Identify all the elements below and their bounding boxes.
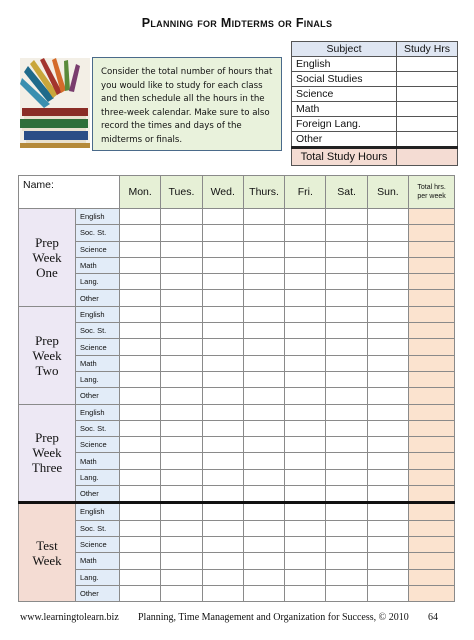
weekly-total-cell[interactable] xyxy=(409,520,455,536)
weekly-total-cell[interactable] xyxy=(409,257,455,273)
row-subject-label: Lang. xyxy=(76,274,120,290)
schedule-cell[interactable] xyxy=(243,339,284,355)
week-label-line1: Prep xyxy=(35,430,59,446)
schedule-cell[interactable] xyxy=(202,274,243,290)
week-label-line2: Week xyxy=(32,249,62,265)
row-subject-label: Science xyxy=(76,339,120,355)
row-subject-label: Math xyxy=(76,355,120,371)
study-hours-field[interactable] xyxy=(397,72,458,87)
schedule-cell[interactable] xyxy=(120,306,161,322)
weekly-total-cell[interactable] xyxy=(409,225,455,241)
schedule-cell[interactable] xyxy=(326,469,367,485)
weekly-total-cell[interactable] xyxy=(409,536,455,552)
weekly-total-cell[interactable] xyxy=(409,355,455,371)
week-label-line2: Week xyxy=(32,445,62,461)
schedule-cell[interactable] xyxy=(120,323,161,339)
schedule-cell[interactable] xyxy=(120,486,161,503)
schedule-cell[interactable] xyxy=(161,520,202,536)
schedule-cell[interactable] xyxy=(120,371,161,387)
schedule-row xyxy=(19,453,455,469)
row-subject-label: Math xyxy=(76,453,120,469)
row-subject-label: Math xyxy=(76,553,120,569)
schedule-cell[interactable] xyxy=(202,437,243,453)
schedule-cell[interactable] xyxy=(326,503,367,520)
schedule-cell[interactable] xyxy=(161,290,202,306)
schedule-cell[interactable] xyxy=(202,453,243,469)
row-subject-label: English xyxy=(76,306,120,322)
weekly-total-cell[interactable] xyxy=(409,569,455,585)
weekly-total-cell[interactable] xyxy=(409,371,455,387)
schedule-cell[interactable] xyxy=(285,371,326,387)
schedule-cell[interactable] xyxy=(326,306,367,322)
schedule-cell[interactable] xyxy=(285,520,326,536)
subject-name: Science xyxy=(292,87,397,102)
weekly-total-cell[interactable] xyxy=(409,486,455,503)
schedule-cell[interactable] xyxy=(120,437,161,453)
schedule-cell[interactable] xyxy=(120,469,161,485)
row-subject-label: Lang. xyxy=(76,569,120,585)
schedule-cell[interactable] xyxy=(161,371,202,387)
schedule-cell[interactable] xyxy=(326,569,367,585)
schedule-row xyxy=(19,585,455,601)
schedule-cell[interactable] xyxy=(367,388,408,404)
schedule-row xyxy=(19,339,455,355)
schedule-cell[interactable] xyxy=(243,520,284,536)
schedule-cell[interactable] xyxy=(367,536,408,552)
day-header: Sun. xyxy=(367,176,408,209)
schedule-row xyxy=(19,437,455,453)
footer-url[interactable]: www.learningtolearn.biz xyxy=(20,612,119,623)
weekly-total-cell[interactable] xyxy=(409,404,455,420)
schedule-cell[interactable] xyxy=(367,453,408,469)
schedule-cell[interactable] xyxy=(367,209,408,225)
schedule-cell[interactable] xyxy=(161,553,202,569)
schedule-cell[interactable] xyxy=(285,388,326,404)
weekly-schedule-grid xyxy=(18,175,455,602)
row-subject-label: Science xyxy=(76,437,120,453)
total-hours-header xyxy=(409,176,455,209)
schedule-cell[interactable] xyxy=(326,257,367,273)
schedule-cell[interactable] xyxy=(285,323,326,339)
schedule-cell[interactable] xyxy=(285,355,326,371)
schedule-cell[interactable] xyxy=(285,420,326,436)
schedule-cell[interactable] xyxy=(326,420,367,436)
schedule-cell[interactable] xyxy=(326,241,367,257)
schedule-cell[interactable] xyxy=(120,257,161,273)
schedule-cell[interactable] xyxy=(161,469,202,485)
schedule-cell[interactable] xyxy=(161,274,202,290)
schedule-cell[interactable] xyxy=(161,388,202,404)
schedule-cell[interactable] xyxy=(202,388,243,404)
schedule-cell[interactable] xyxy=(285,469,326,485)
schedule-row xyxy=(19,388,455,404)
subject-name: Other xyxy=(292,132,397,148)
schedule-cell[interactable] xyxy=(285,486,326,503)
subject-name: Social Studies xyxy=(292,72,397,87)
schedule-cell[interactable] xyxy=(326,274,367,290)
row-subject-label: Soc. St. xyxy=(76,520,120,536)
schedule-cell[interactable] xyxy=(326,585,367,601)
schedule-cell[interactable] xyxy=(120,274,161,290)
weekly-total-cell[interactable] xyxy=(409,241,455,257)
schedule-cell[interactable] xyxy=(243,274,284,290)
schedule-cell[interactable] xyxy=(120,520,161,536)
schedule-cell[interactable] xyxy=(243,323,284,339)
schedule-cell[interactable] xyxy=(367,371,408,387)
schedule-cell[interactable] xyxy=(120,536,161,552)
schedule-cell[interactable] xyxy=(326,453,367,469)
schedule-row xyxy=(19,420,455,436)
weekly-total-cell[interactable] xyxy=(409,585,455,601)
schedule-cell[interactable] xyxy=(120,503,161,520)
schedule-cell[interactable] xyxy=(243,420,284,436)
schedule-cell[interactable] xyxy=(326,209,367,225)
page-number: 64 xyxy=(428,612,438,623)
schedule-row xyxy=(19,355,455,371)
weekly-total-cell[interactable] xyxy=(409,209,455,225)
schedule-cell[interactable] xyxy=(161,585,202,601)
schedule-cell[interactable] xyxy=(243,404,284,420)
page-footer xyxy=(20,612,460,623)
schedule-row xyxy=(19,274,455,290)
schedule-cell[interactable] xyxy=(243,290,284,306)
schedule-cell[interactable] xyxy=(120,569,161,585)
row-subject-label: Lang. xyxy=(76,371,120,387)
stack-of-books-icon xyxy=(20,58,90,148)
schedule-row xyxy=(19,306,455,322)
schedule-cell[interactable] xyxy=(202,520,243,536)
day-header: Thurs. xyxy=(243,176,284,209)
schedule-cell[interactable] xyxy=(161,225,202,241)
weekly-total-cell[interactable] xyxy=(409,323,455,339)
schedule-cell[interactable] xyxy=(161,209,202,225)
schedule-cell[interactable] xyxy=(243,486,284,503)
schedule-cell[interactable] xyxy=(326,486,367,503)
schedule-cell[interactable] xyxy=(367,306,408,322)
schedule-cell[interactable] xyxy=(326,553,367,569)
week-label xyxy=(19,209,76,307)
schedule-cell[interactable] xyxy=(243,569,284,585)
schedule-cell[interactable] xyxy=(367,585,408,601)
row-subject-label: Soc. St. xyxy=(76,323,120,339)
schedule-cell[interactable] xyxy=(367,274,408,290)
schedule-cell[interactable] xyxy=(120,241,161,257)
schedule-cell[interactable] xyxy=(202,241,243,257)
row-subject-label: English xyxy=(76,209,120,225)
schedule-cell[interactable] xyxy=(202,306,243,322)
schedule-cell[interactable] xyxy=(161,339,202,355)
weekly-total-cell[interactable] xyxy=(409,388,455,404)
schedule-cell[interactable] xyxy=(202,585,243,601)
schedule-cell[interactable] xyxy=(202,355,243,371)
schedule-cell[interactable] xyxy=(161,420,202,436)
week-label-line1: Prep xyxy=(35,234,59,250)
schedule-cell[interactable] xyxy=(243,553,284,569)
schedule-cell[interactable] xyxy=(243,469,284,485)
schedule-cell[interactable] xyxy=(120,553,161,569)
schedule-cell[interactable] xyxy=(285,225,326,241)
schedule-row xyxy=(19,536,455,552)
study-hours-field[interactable] xyxy=(397,102,458,117)
schedule-cell[interactable] xyxy=(285,274,326,290)
schedule-cell[interactable] xyxy=(285,257,326,273)
schedule-cell[interactable] xyxy=(202,553,243,569)
total-study-hours-field[interactable] xyxy=(397,148,458,166)
schedule-cell[interactable] xyxy=(161,257,202,273)
schedule-row xyxy=(19,486,455,503)
weekly-total-cell[interactable] xyxy=(409,306,455,322)
schedule-cell[interactable] xyxy=(367,355,408,371)
study-hours-field[interactable] xyxy=(397,117,458,132)
schedule-cell[interactable] xyxy=(243,371,284,387)
schedule-cell[interactable] xyxy=(243,355,284,371)
row-subject-label: Lang. xyxy=(76,469,120,485)
schedule-row xyxy=(19,257,455,273)
schedule-cell[interactable] xyxy=(285,453,326,469)
schedule-cell[interactable] xyxy=(120,404,161,420)
week-label xyxy=(19,404,76,503)
day-header: Sat. xyxy=(326,176,367,209)
schedule-cell[interactable] xyxy=(202,503,243,520)
week-label-line3: Three xyxy=(31,460,63,476)
row-subject-label: Soc. St. xyxy=(76,420,120,436)
schedule-cell[interactable] xyxy=(202,420,243,436)
schedule-cell[interactable] xyxy=(202,257,243,273)
row-subject-label: Other xyxy=(76,290,120,306)
instructions-text: Consider the total number of hours that you would like to study for each class and then schedule all the hours in the three-week calendar. Make sure to also record the times and days of the midterms or finals. xyxy=(101,67,273,145)
row-subject-label: Other xyxy=(76,388,120,404)
schedule-cell[interactable] xyxy=(367,257,408,273)
schedule-cell[interactable] xyxy=(326,520,367,536)
weekly-total-cell[interactable] xyxy=(409,469,455,485)
schedule-row xyxy=(19,323,455,339)
schedule-cell[interactable] xyxy=(285,569,326,585)
week-label-line3: One xyxy=(36,264,58,280)
subject-hours-table xyxy=(291,41,458,166)
schedule-cell[interactable] xyxy=(161,404,202,420)
schedule-cell[interactable] xyxy=(161,503,202,520)
schedule-cell[interactable] xyxy=(161,241,202,257)
schedule-cell[interactable] xyxy=(326,437,367,453)
schedule-cell[interactable] xyxy=(161,437,202,453)
schedule-row xyxy=(19,404,455,420)
study-hours-field[interactable] xyxy=(397,132,458,148)
schedule-cell[interactable] xyxy=(326,225,367,241)
schedule-cell[interactable] xyxy=(161,569,202,585)
schedule-cell[interactable] xyxy=(285,209,326,225)
total-hours-header-line1: Total hrs. xyxy=(417,184,446,191)
day-header: Fri. xyxy=(285,176,326,209)
schedule-cell[interactable] xyxy=(326,339,367,355)
schedule-cell[interactable] xyxy=(120,209,161,225)
schedule-row xyxy=(19,290,455,306)
row-subject-label: Other xyxy=(76,585,120,601)
schedule-cell[interactable] xyxy=(285,437,326,453)
weekly-total-cell[interactable] xyxy=(409,503,455,520)
schedule-cell[interactable] xyxy=(120,453,161,469)
schedule-cell[interactable] xyxy=(202,323,243,339)
schedule-cell[interactable] xyxy=(120,290,161,306)
schedule-cell[interactable] xyxy=(285,585,326,601)
schedule-cell[interactable] xyxy=(120,585,161,601)
week-label-line1: Prep xyxy=(35,332,59,348)
schedule-row xyxy=(19,469,455,485)
schedule-cell[interactable] xyxy=(367,323,408,339)
schedule-cell[interactable] xyxy=(243,209,284,225)
schedule-row xyxy=(19,371,455,387)
schedule-cell[interactable] xyxy=(243,536,284,552)
schedule-cell[interactable] xyxy=(202,469,243,485)
week-label xyxy=(19,306,76,404)
schedule-cell[interactable] xyxy=(367,404,408,420)
schedule-cell[interactable] xyxy=(120,420,161,436)
row-subject-label: Math xyxy=(76,257,120,273)
schedule-cell[interactable] xyxy=(202,290,243,306)
weekly-total-cell[interactable] xyxy=(409,420,455,436)
schedule-row xyxy=(19,225,455,241)
instructions-box xyxy=(92,57,282,151)
week-label xyxy=(19,503,76,602)
row-subject-label: Other xyxy=(76,486,120,503)
schedule-cell[interactable] xyxy=(161,486,202,503)
schedule-row xyxy=(19,569,455,585)
subject-name: Math xyxy=(292,102,397,117)
schedule-cell[interactable] xyxy=(202,536,243,552)
schedule-cell[interactable] xyxy=(326,388,367,404)
name-label: Name: xyxy=(23,179,54,191)
schedule-cell[interactable] xyxy=(285,339,326,355)
schedule-cell[interactable] xyxy=(161,536,202,552)
schedule-cell[interactable] xyxy=(202,371,243,387)
schedule-cell[interactable] xyxy=(120,225,161,241)
schedule-cell[interactable] xyxy=(326,404,367,420)
row-subject-label: English xyxy=(76,404,120,420)
week-label-line1: Test xyxy=(36,537,58,553)
subject-column-header: Subject xyxy=(292,42,397,57)
schedule-cell[interactable] xyxy=(243,437,284,453)
schedule-row xyxy=(19,503,455,520)
schedule-cell[interactable] xyxy=(202,569,243,585)
total-hours-header-line2: per week xyxy=(417,193,446,200)
schedule-cell[interactable] xyxy=(202,339,243,355)
week-label-line3: Two xyxy=(35,362,59,378)
schedule-row xyxy=(19,553,455,569)
weekly-total-cell[interactable] xyxy=(409,453,455,469)
schedule-cell[interactable] xyxy=(243,225,284,241)
schedule-cell[interactable] xyxy=(202,404,243,420)
schedule-cell[interactable] xyxy=(367,290,408,306)
schedule-cell[interactable] xyxy=(202,486,243,503)
subject-name: Foreign Lang. xyxy=(292,117,397,132)
schedule-cell[interactable] xyxy=(367,553,408,569)
name-field[interactable] xyxy=(19,176,120,209)
row-subject-label: English xyxy=(76,503,120,520)
schedule-cell[interactable] xyxy=(161,453,202,469)
week-label-line2: Week xyxy=(32,347,62,363)
schedule-cell[interactable] xyxy=(285,290,326,306)
schedule-cell[interactable] xyxy=(367,486,408,503)
schedule-cell[interactable] xyxy=(285,553,326,569)
day-header: Mon. xyxy=(120,176,161,209)
row-subject-label: Soc. St. xyxy=(76,225,120,241)
schedule-cell[interactable] xyxy=(367,520,408,536)
total-study-hours-label: Total Study Hours xyxy=(292,148,397,166)
schedule-cell[interactable] xyxy=(285,503,326,520)
schedule-row xyxy=(19,520,455,536)
study-hours-column-header: Study Hrs xyxy=(397,42,458,57)
schedule-cell[interactable] xyxy=(285,241,326,257)
schedule-cell[interactable] xyxy=(120,388,161,404)
schedule-cell[interactable] xyxy=(326,536,367,552)
day-header: Tues. xyxy=(161,176,202,209)
schedule-cell[interactable] xyxy=(120,339,161,355)
schedule-cell[interactable] xyxy=(202,225,243,241)
schedule-cell[interactable] xyxy=(367,437,408,453)
schedule-cell[interactable] xyxy=(243,585,284,601)
subject-name: English xyxy=(292,57,397,72)
schedule-cell[interactable] xyxy=(243,306,284,322)
schedule-cell[interactable] xyxy=(161,355,202,371)
schedule-cell[interactable] xyxy=(285,536,326,552)
row-subject-label: Science xyxy=(76,241,120,257)
schedule-cell[interactable] xyxy=(243,503,284,520)
page-title: Planning for Midterms or Finals xyxy=(141,16,333,30)
week-label-line2: Week xyxy=(32,552,62,568)
schedule-cell[interactable] xyxy=(202,209,243,225)
schedule-cell[interactable] xyxy=(326,290,367,306)
schedule-cell[interactable] xyxy=(326,371,367,387)
weekly-total-cell[interactable] xyxy=(409,274,455,290)
weekly-total-cell[interactable] xyxy=(409,339,455,355)
schedule-cell[interactable] xyxy=(326,355,367,371)
schedule-cell[interactable] xyxy=(243,453,284,469)
study-hours-field[interactable] xyxy=(397,57,458,72)
schedule-cell[interactable] xyxy=(326,323,367,339)
footer-credit: Planning, Time Management and Organization for Success, © 2010 xyxy=(138,612,409,623)
weekly-total-cell[interactable] xyxy=(409,437,455,453)
day-header: Wed. xyxy=(202,176,243,209)
schedule-cell[interactable] xyxy=(367,469,408,485)
schedule-cell[interactable] xyxy=(243,388,284,404)
schedule-cell[interactable] xyxy=(367,569,408,585)
row-subject-label: Science xyxy=(76,536,120,552)
schedule-cell[interactable] xyxy=(161,323,202,339)
schedule-row xyxy=(19,241,455,257)
schedule-cell[interactable] xyxy=(367,503,408,520)
schedule-cell[interactable] xyxy=(367,339,408,355)
schedule-cell[interactable] xyxy=(367,241,408,257)
schedule-cell[interactable] xyxy=(161,306,202,322)
schedule-row xyxy=(19,209,455,225)
weekly-total-cell[interactable] xyxy=(409,553,455,569)
schedule-cell[interactable] xyxy=(367,225,408,241)
study-hours-field[interactable] xyxy=(397,87,458,102)
schedule-cell[interactable] xyxy=(285,306,326,322)
schedule-cell[interactable] xyxy=(243,241,284,257)
schedule-cell[interactable] xyxy=(367,420,408,436)
schedule-cell[interactable] xyxy=(243,257,284,273)
schedule-cell[interactable] xyxy=(120,355,161,371)
schedule-cell[interactable] xyxy=(285,404,326,420)
weekly-total-cell[interactable] xyxy=(409,290,455,306)
